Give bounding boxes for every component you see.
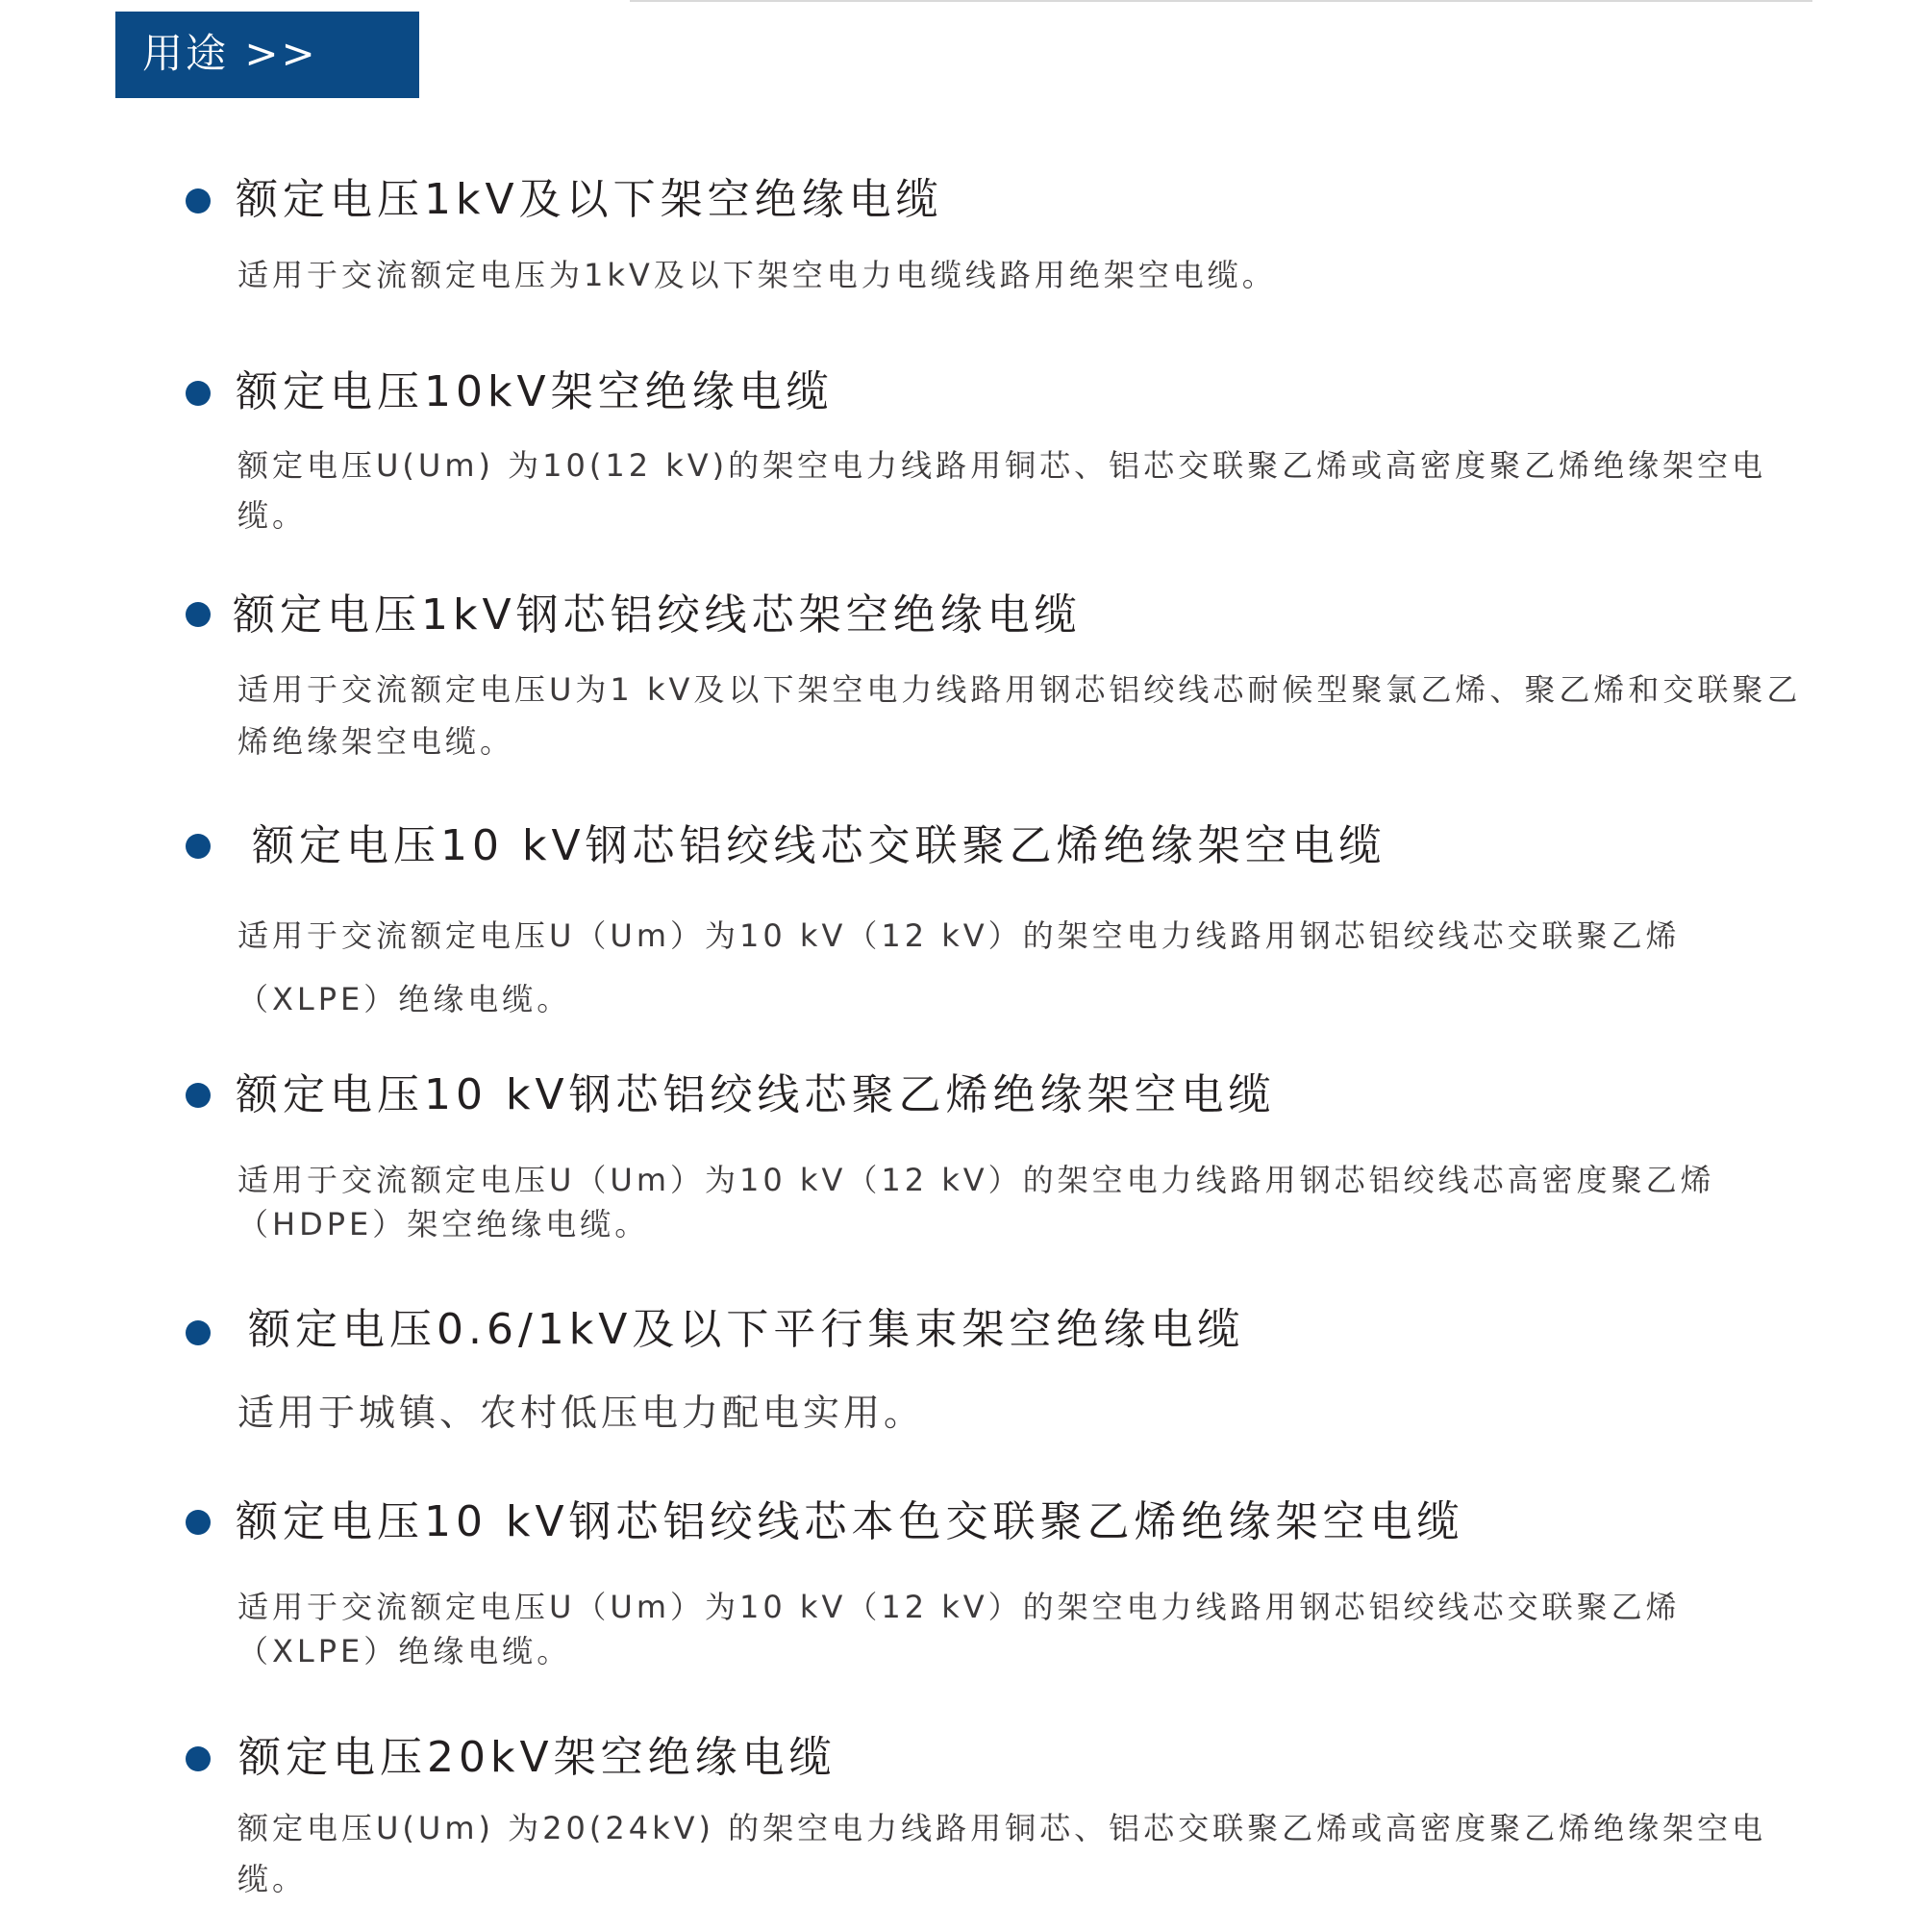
item-title: 额定电压0.6/1kV及以下平行集束架空绝缘电缆 bbox=[248, 1305, 1245, 1354]
item-title: 额定电压1kV钢芯铝绞线芯架空绝缘电缆 bbox=[233, 590, 1082, 640]
item-title: 额定电压10 kV钢芯铝绞线芯本色交联聚乙烯绝缘架空电缆 bbox=[236, 1497, 1464, 1546]
item-title: 额定电压10 kV钢芯铝绞线芯交联聚乙烯绝缘架空电缆 bbox=[252, 821, 1386, 870]
bullet-dot-icon bbox=[186, 834, 211, 859]
top-divider bbox=[630, 0, 1812, 2]
item-description: 适用于交流额定电压U为1 kV及以下架空电力线路用钢芯铝绞线芯耐候型聚氯乙烯、聚乙烯和交联聚乙烯绝缘架空电缆。 bbox=[237, 671, 1802, 760]
item-description: 适用于交流额定电压U（Um）为10 kV（12 kV）的架空电力线路用钢芯铝绞线芯交联聚乙烯（XLPE）绝缘电缆。 bbox=[237, 917, 1681, 1017]
item-title: 额定电压20kV架空绝缘电缆 bbox=[238, 1733, 837, 1782]
bullet-dot-icon bbox=[186, 602, 211, 627]
bullet-dot-icon bbox=[186, 1510, 211, 1535]
item-description: 适用于交流额定电压U（Um）为10 kV（12 kV）的架空电力线路用钢芯铝绞线芯交联聚乙烯（XLPE）绝缘电缆。 bbox=[237, 1589, 1681, 1669]
item-description: 适用于交流额定电压为1kV及以下架空电力电缆线路用绝架空电缆。 bbox=[237, 257, 1277, 293]
item-description: 适用于交流额定电压U（Um）为10 kV（12 kV）的架空电力线路用钢芯铝绞线芯高密度聚乙烯（HDPE）架空绝缘电缆。 bbox=[237, 1162, 1715, 1242]
bullet-dot-icon bbox=[186, 381, 211, 406]
bullet-dot-icon bbox=[186, 1746, 211, 1771]
item-title: 额定电压1kV及以下架空绝缘电缆 bbox=[236, 175, 943, 224]
bullet-dot-icon bbox=[186, 1083, 211, 1108]
item-description: 额定电压U(Um) 为10(12 kV)的架空电力线路用铜芯、铝芯交联聚乙烯或高密度聚乙烯绝缘架空电缆。 bbox=[237, 447, 1767, 534]
item-description: 适用于城镇、农村低压电力配电实用。 bbox=[237, 1392, 925, 1434]
bullet-dot-icon bbox=[186, 1320, 211, 1345]
item-description: 额定电压U(Um) 为20(24kV) 的架空电力线路用铜芯、铝芯交联聚乙烯或高密度聚乙烯绝缘架空电缆。 bbox=[237, 1810, 1767, 1897]
item-title: 额定电压10kV架空绝缘电缆 bbox=[236, 367, 834, 416]
section-header-title: 用途 >> bbox=[142, 30, 318, 77]
item-title: 额定电压10 kV钢芯铝绞线芯聚乙烯绝缘架空电缆 bbox=[236, 1070, 1276, 1119]
bullet-dot-icon bbox=[186, 188, 211, 213]
